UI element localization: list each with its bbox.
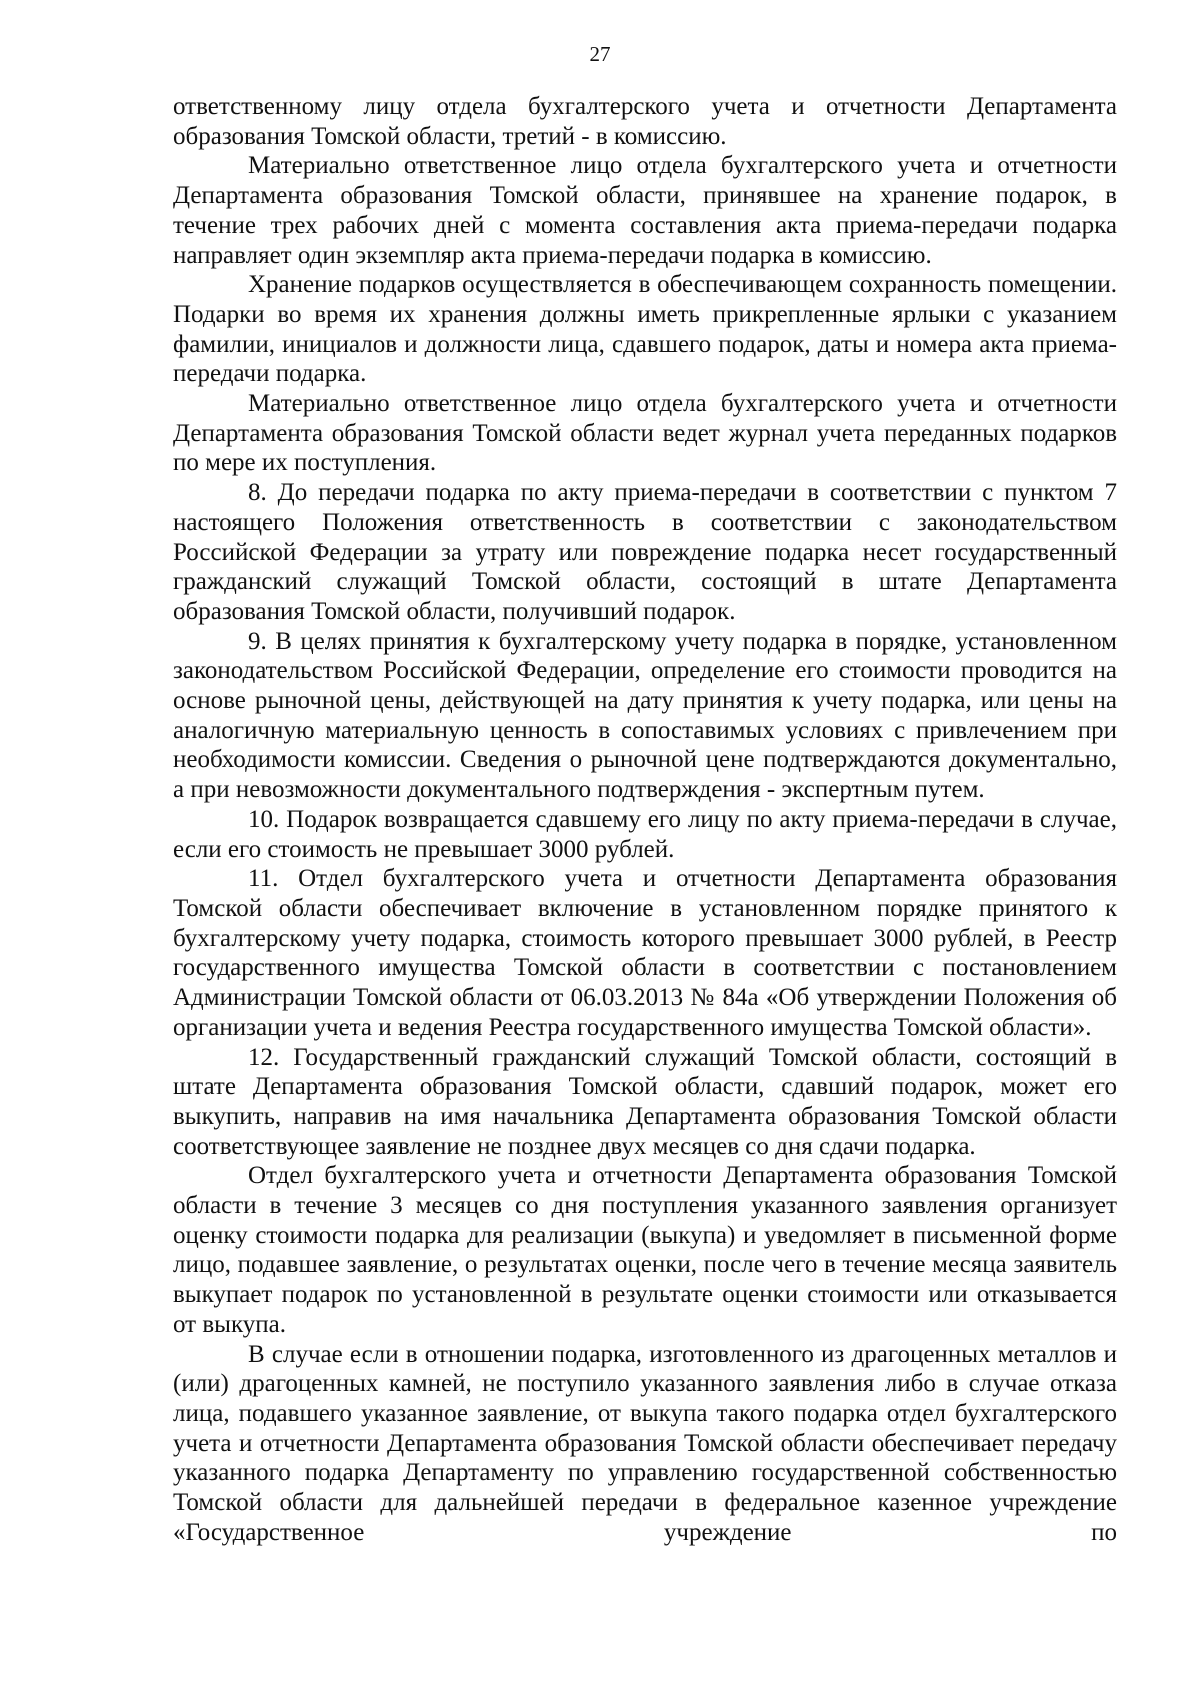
paragraph-item-10: 10. Подарок возвращается сдавшему его лицу по акту приема-передачи в случае, если его стоимость не превышает 3000 рублей. (173, 805, 1117, 863)
paragraph-journal: Материально ответственное лицо отдела бухгалтерского учета и отчетности Департамента образования Томской области ведет журнал учета переданных подарков по мере их поступления. (173, 390, 1117, 477)
paragraph-item-12: 12. Государственный гражданский служащий Томской области, состоящий в штате Департамента образования Томской области, сдавший подарок, может его выкупить, направив на имя начальника Департамента образования Томской области соответствующее заявление не позднее двух месяцев со дня сдачи подарка. (173, 1043, 1117, 1160)
paragraph-item-8: 8. До передачи подарка по акту приема-передачи в соответствии с пунктом 7 настоящего Положения ответственность в соответствии с законодательством Российской Федерации за утрату или повреждение подарка несет государственный гражданский служащий Томской области, состоящий в штате Департамента образования Томской области, получивший подарок. (173, 479, 1117, 625)
paragraph-storage: Хранение подарков осуществляется в обеспечивающем сохранность помещении. Подарки во время их хранения должны иметь прикрепленные ярлыки с указанием фамилии, инициалов и должности лица, сдавшего подарок, даты и номера акта приема-передачи подарка. (173, 271, 1117, 388)
paragraph-item-11: 11. Отдел бухгалтерского учета и отчетности Департамента образования Томской области обеспечивает включение в установленном порядке принятого к бухгалтерскому учету подарка, стоимость которого превышает 3000 рублей, в Реестр государственного имущества Томской области в соответствии с постановлением Администрации Томской области от 06.03.2013 № 84а «Об утверждении Положения об организации учета и ведения Реестра государственного имущества Томской области». (173, 865, 1117, 1041)
paragraph-continuation: ответственному лицу отдела бухгалтерского учета и отчетности Департамента образования Томской области, третий - в комиссию. (173, 93, 1117, 150)
paragraph-act-copy: Материально ответственное лицо отдела бухгалтерского учета и отчетности Департамента образования Томской области, принявшее на хранение подарок, в течение трех рабочих дней с момента составления акта приема-передачи подарка направляет один экземпляр акта приема-передачи подарка в комиссию. (173, 152, 1117, 269)
document-body (173, 92, 1117, 1547)
paragraph-valuation: Отдел бухгалтерского учета и отчетности Департамента образования Томской области в течение 3 месяцев со дня поступления указанного заявления организует оценку стоимости подарка для реализации (выкупа) и уведомляет в письменной форме лицо, подавшее заявление, о результатах оценки, после чего в течение месяца заявитель выкупает подарок по установленной в результате оценки стоимости или отказывается от выкупа. (173, 1162, 1117, 1338)
paragraph-precious-metals: В случае если в отношении подарка, изготовленного из драгоценных металлов и (или) драгоценных камней, не поступило указанного заявления либо в случае отказа лица, подавшего указанное заявление, от выкупа такого подарка отдел бухгалтерского учета и отчетности Департамента образования Томской области обеспечивает передачу указанного подарка Департаменту по управлению государственной собственностью Томской области для дальнейшей передачи в федеральное казенное учреждение «Государственное учреждение по (173, 1340, 1117, 1546)
page-number: 27 (589, 42, 611, 66)
paragraph-item-9: 9. В целях принятия к бухгалтерскому учету подарка в порядке, установленном законодательством Российской Федерации, определение его стоимости проводится на основе рыночной цены, действующей на дату принятия к учету подарка, или цены на аналогичную материальную ценность в сопоставимых условиях с привлечением при необходимости комиссии. Сведения о рыночной цене подтверждаются документально, а при невозможности документального подтверждения - экспертным путем. (173, 627, 1117, 804)
